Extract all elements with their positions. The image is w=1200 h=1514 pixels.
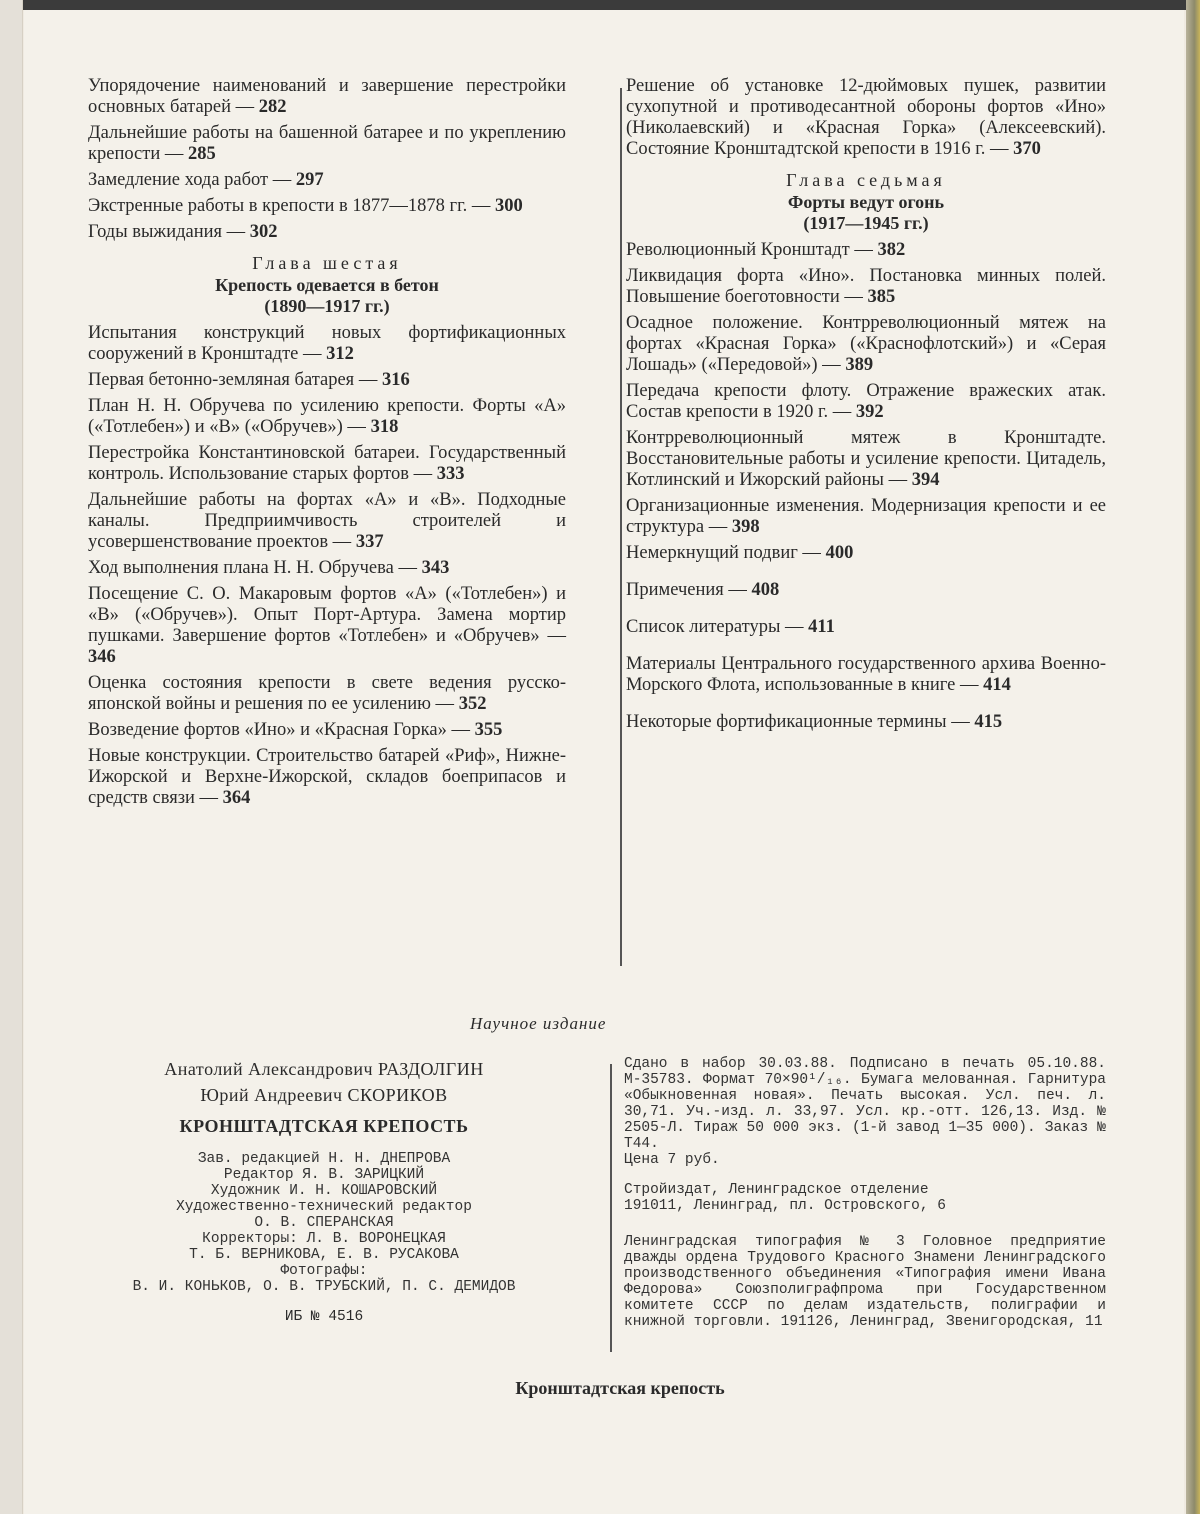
toc-entry-text: Некоторые фортификационные термины — xyxy=(626,712,975,732)
chapter-6-title: Крепость одевается в бетон (1890—1917 гг.) xyxy=(215,275,439,316)
toc-entry-text: План Н. Н. Обручева по усилению крепости. Форты «А» («Тотлебен») и «В» («Обручев») — xyxy=(88,396,566,437)
toc-entry-page: 394 xyxy=(911,470,940,490)
toc-entry-page: 411 xyxy=(808,617,835,637)
credits-list xyxy=(80,1151,568,1295)
chapter-7-title: Форты ведут огонь (1917—1945 гг.) xyxy=(787,192,945,233)
ib-number: ИБ № 4516 xyxy=(284,1309,364,1325)
credit-line: Корректоры: Л. В. ВОРОНЕЦКАЯ xyxy=(202,1231,446,1247)
toc-entry-page: 337 xyxy=(355,532,384,552)
toc-entry xyxy=(626,313,1106,376)
footer-title: Кронштадтская крепость xyxy=(515,1378,725,1398)
toc-entry-text: Материалы Центрального государственного архива Военно-Морского Флота, использованные в книге — xyxy=(626,654,1106,695)
toc-entry-page: 385 xyxy=(867,287,896,307)
toc-entry-text: Замедление хода работ — xyxy=(88,170,296,190)
toc-entry-text: Годы выжидания — xyxy=(88,222,250,242)
toc-entry-text: Ход выполнения плана Н. Н. Обручева — xyxy=(88,558,422,578)
toc-entry xyxy=(626,496,1106,538)
edition-type: Научное издание xyxy=(470,1014,607,1033)
toc-entry xyxy=(88,170,566,191)
credit-line: Художник И. Н. КОШАРОВСКИЙ xyxy=(210,1183,438,1199)
credit-line: В. И. КОНЬКОВ, О. В. ТРУБСКИЙ, П. С. ДЕМИДОВ xyxy=(132,1279,516,1295)
print-info: Сдано в набор 30.03.88. Подписано в печать 05.10.88. М-35783. Формат 70×90¹/₁₆. Бумага мелованная. Гарнитура «Обыкновенная новая». Печать высокая. Усл. печ. л. 30,71. Уч.-изд. л. 33,97. Усл. кр.-отт. 126,13. Изд. № 2505-Л. Тираж 50 000 экз. (1-й завод 1—35 000). Заказ № Т44. xyxy=(624,1056,1106,1152)
toc-entry-page: 282 xyxy=(258,97,287,117)
toc-entry xyxy=(88,558,566,579)
credit-line: Зав. редакцией Н. Н. ДНЕПРОВА xyxy=(197,1151,451,1167)
toc-entry xyxy=(88,222,566,243)
toc-entry xyxy=(88,323,566,365)
toc-entry-page: 333 xyxy=(436,464,465,484)
toc-entry-page: 300 xyxy=(495,196,523,216)
toc-entry xyxy=(88,490,566,553)
printer-info: Ленинградская типография № 3 Головное предприятие дважды ордена Трудового Красного Знамени Ленинградского производственного объединения «Типография имени Ивана Федорова» Союзполиграфпрома при Государственном комитете СССР по делам издательств, полиграфии и книжной торговли. 191126, Ленинград, Звенигородская, 11 xyxy=(624,1234,1106,1330)
toc-entry-page: 398 xyxy=(731,517,760,537)
toc-entry xyxy=(626,381,1106,423)
toc-entry-text: Перестройка Константиновской батареи. Государственный контроль. Использование старых фортов — xyxy=(88,443,566,484)
publisher-line-2: 191011, Ленинград, пл. Островского, 6 xyxy=(624,1198,946,1214)
toc-entry-text: Первая бетонно-земляная батарея — xyxy=(88,370,382,390)
toc-entry-text: Передача крепости флоту. Отражение вражеских атак. Состав крепости в 1920 г. — xyxy=(626,381,1106,422)
imprint-divider xyxy=(610,1064,612,1352)
scan-left-margin xyxy=(0,0,23,1514)
toc-entry-page: 318 xyxy=(370,417,399,437)
toc-entry xyxy=(88,584,566,668)
toc-entry xyxy=(626,428,1106,491)
toc-entry xyxy=(88,443,566,485)
toc-entry-text: Решение об установке 12-дюймовых пушек, развитии сухопутной и противодесантной обороны фортов «Ино» (Николаевский) и «Красная Горка» (Алексеевский). Состояние Кронштадтской крепости в 1916 г. — xyxy=(626,76,1106,159)
toc-entry-page: 316 xyxy=(381,370,410,390)
toc-entry-text: Испытания конструкций новых фортификационных сооружений в Кронштадте — xyxy=(88,323,566,364)
toc-entry-page: 382 xyxy=(877,240,906,260)
toc-entry xyxy=(88,746,566,809)
toc-entry-page: 364 xyxy=(222,788,251,808)
toc-entry-page: 414 xyxy=(983,675,1011,695)
toc-entry xyxy=(626,543,1106,564)
toc-entry xyxy=(626,617,1106,638)
credit-line: Редактор Я. В. ЗАРИЦКИЙ xyxy=(223,1167,425,1183)
toc-entry-page: 312 xyxy=(326,344,354,364)
toc-entry-page: 408 xyxy=(751,580,780,600)
toc-entry-text: Дальнейшие работы на фортах «А» и «В». Подходные каналы. Предприимчивость строителей и усовершенствование проектов — xyxy=(88,490,566,552)
toc-entry-text: Новые конструкции. Строительство батарей «Риф», Нижне-Ижорской и Верхне-Ижорской, складов боеприпасов и средств связи — xyxy=(88,746,566,808)
toc-entry-page: 355 xyxy=(474,720,503,740)
toc-entry-page: 343 xyxy=(421,558,450,578)
price: Цена 7 руб. xyxy=(624,1152,720,1168)
toc-entry-page: 400 xyxy=(825,543,854,563)
toc-entry-text: Осадное положение. Контрреволюционный мятеж на фортах «Красная Горка» («Краснофлотский») и «Серая Лошадь» («Передовой») — xyxy=(626,313,1106,375)
credit-line: Т. Б. ВЕРНИКОВА, Е. В. РУСАКОВА xyxy=(189,1247,459,1263)
credit-line: О. В. СПЕРАНСКАЯ xyxy=(254,1215,394,1231)
credit-line: Художественно-технический редактор xyxy=(176,1199,472,1215)
chapter-6-label: Глава шестая xyxy=(252,253,402,273)
publisher-line-1: Стройиздат, Ленинградское отделение xyxy=(624,1182,929,1198)
toc-entry-text: Возведение фортов «Ино» и «Красная Горка» — xyxy=(88,720,475,740)
toc-entry xyxy=(88,396,566,438)
toc-entry-page: 389 xyxy=(845,355,874,375)
toc-entry-page: 297 xyxy=(295,170,324,190)
toc-entry xyxy=(88,720,566,741)
toc-entry-text: Экстренные работы в крепости в 1877—1878 гг. — xyxy=(88,196,495,216)
imprint-publishing-block xyxy=(624,1056,1106,1330)
toc-entry-page: 302 xyxy=(249,222,278,242)
toc-entry-page: 370 xyxy=(1013,139,1041,159)
toc-entry xyxy=(626,266,1106,308)
toc-entry-text: Список литературы — xyxy=(626,617,809,637)
imprint-credits-block xyxy=(80,1056,568,1325)
toc-entry-page: 352 xyxy=(458,694,487,714)
toc-entry xyxy=(626,654,1106,696)
toc-entry-text: Дальнейшие работы на башенной батарее и по укреплению крепости — xyxy=(88,123,566,164)
toc-entry-text: Контрреволюционный мятеж в Кронштадте. Восстановительные работы и усиление крепости. Цитадель, Котлинский и Ижорский районы — xyxy=(626,428,1106,490)
toc-entry-text: Немеркнущий подвиг — xyxy=(626,543,826,563)
chapter-7-label: Глава седьмая xyxy=(786,170,946,190)
author-2: Юрий Андреевич СКОРИКОВ xyxy=(200,1085,448,1105)
toc-entry-text: Ликвидация форта «Ино». Постановка минных полей. Повышение боеготовности — xyxy=(626,266,1106,307)
toc-entry xyxy=(626,240,1106,261)
book-title: КРОНШТАДТСКАЯ КРЕПОСТЬ xyxy=(179,1116,469,1136)
toc-right-column xyxy=(626,76,1106,738)
toc-entry-text: Упорядочение наименований и завершение перестройки основных батарей — xyxy=(88,76,566,117)
toc-entry-text: Посещение С. О. Макаровым фортов «А» («Тотлебен») и «В» («Обручев»). Опыт Порт-Артура. Замена мортир пушками. Завершение фортов «Тотлебен» и «Обручев» — xyxy=(88,584,566,646)
toc-entry-page: 415 xyxy=(974,712,1003,732)
toc-entry xyxy=(88,673,566,715)
toc-entry-text: Оценка состояния крепости в свете ведения русско-японской войны и решения по ее усилению — xyxy=(88,673,566,714)
toc-entry xyxy=(626,76,1106,160)
credit-line: Фотографы: xyxy=(280,1263,368,1279)
toc-entry-text: Революционный Кронштадт — xyxy=(626,240,878,260)
scan-top-edge xyxy=(0,0,1200,10)
toc-entry-page: 392 xyxy=(855,402,884,422)
toc-left-column xyxy=(88,76,566,814)
toc-entry-text: Организационные изменения. Модернизация крепости и ее структура — xyxy=(626,496,1106,537)
toc-entry xyxy=(88,123,566,165)
scan-right-edge xyxy=(1186,0,1200,1514)
toc-entry xyxy=(88,196,566,217)
column-divider xyxy=(620,88,622,966)
toc-entry-page: 346 xyxy=(88,647,116,667)
toc-entry xyxy=(626,580,1106,601)
toc-entry xyxy=(88,76,566,118)
toc-entry-text: Примечения — xyxy=(626,580,752,600)
author-1: Анатолий Александрович РАЗДОЛГИН xyxy=(164,1059,484,1079)
toc-entry xyxy=(88,370,566,391)
toc-entry-page: 285 xyxy=(188,144,216,164)
toc-entry xyxy=(626,712,1106,733)
